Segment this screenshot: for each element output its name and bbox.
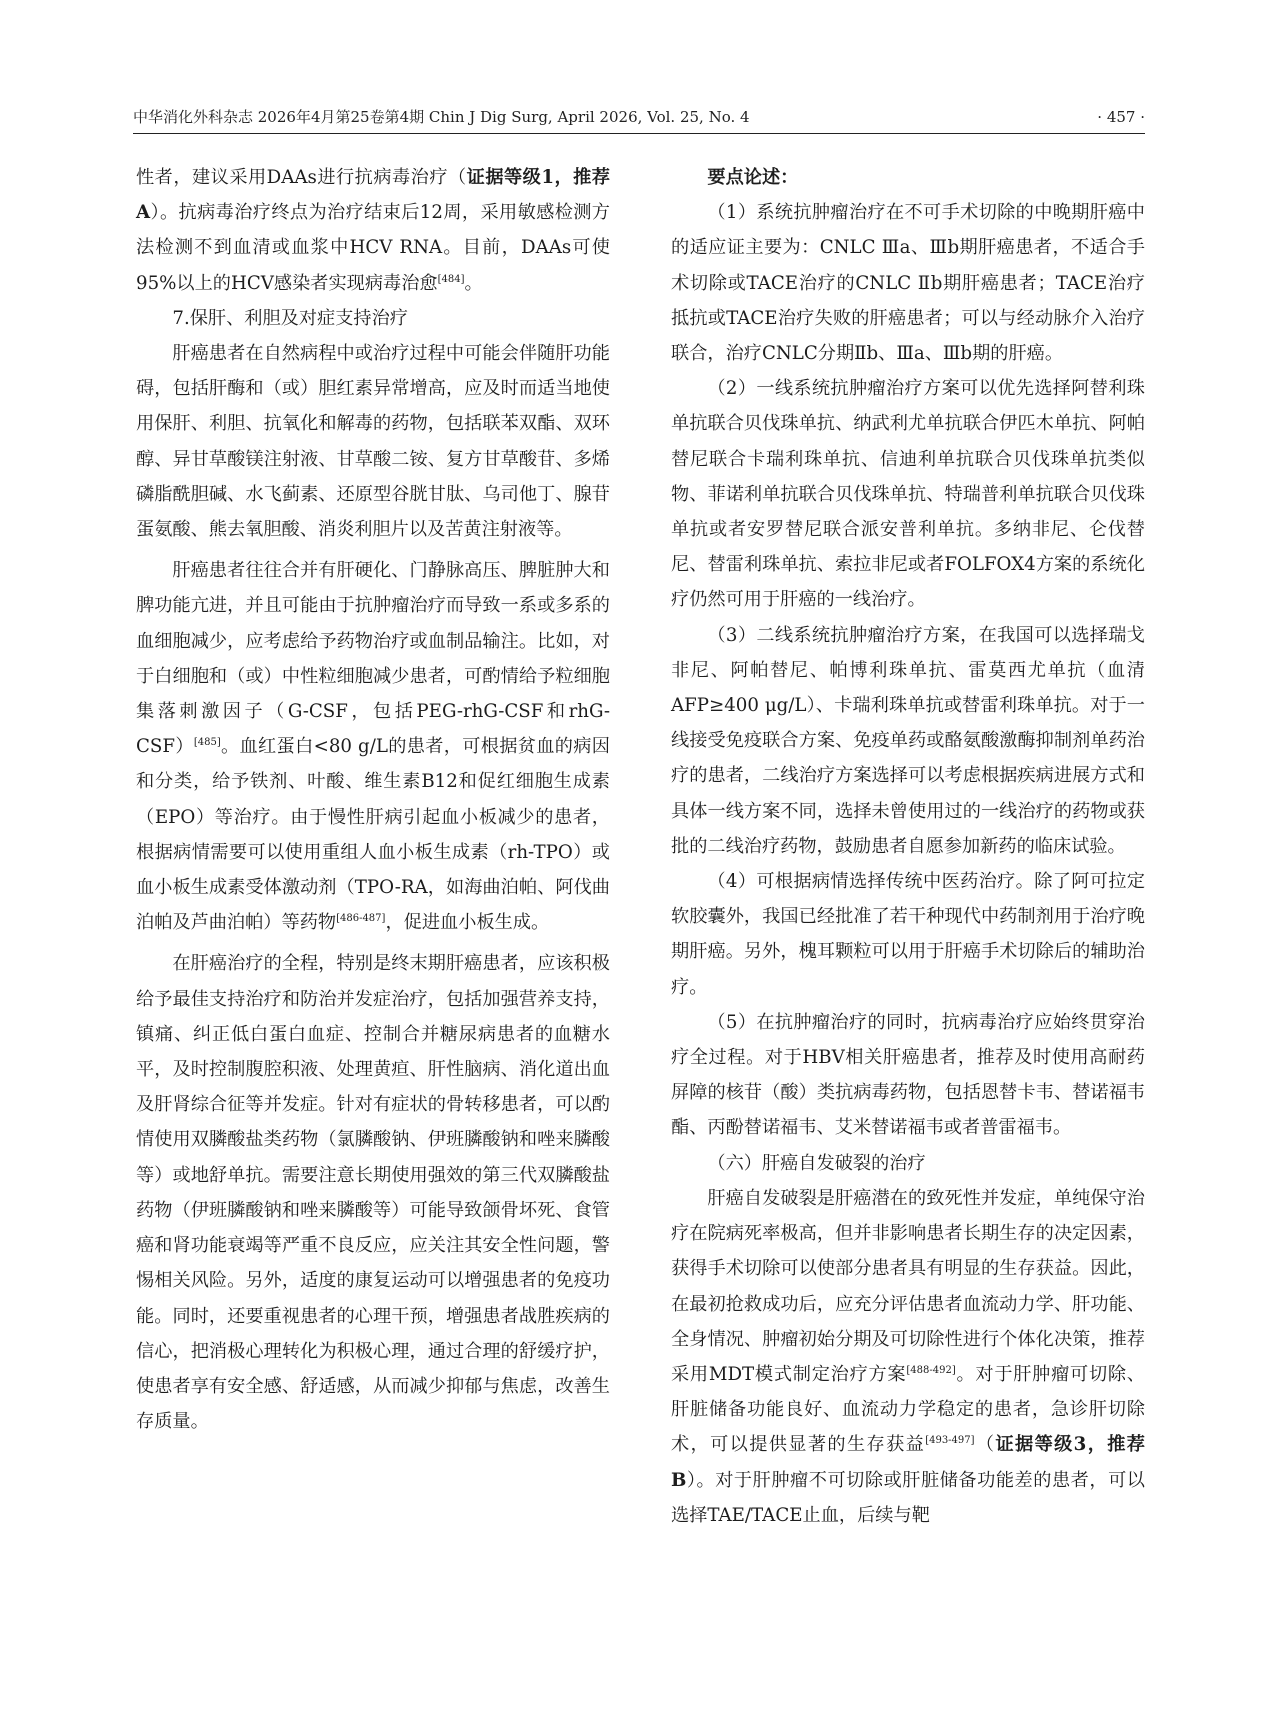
key-points-heading: 要点论述： [707, 167, 799, 188]
evidence-level: 证据等级1，推荐A [136, 167, 610, 224]
citation-ref: [488-492] [906, 1364, 956, 1376]
paragraph-rupture-treatment: 肝癌自发破裂是肝癌潜在的致死性并发症，单纯保守治疗在院病死率极高，但并非影响患者长期生存的决定因素，获得手术切除可以使部分患者具有明显的生存获益。因此，在最初抢救成功后，应充分评估患者血流动力学、肝功能、全身情况、肿瘤初始分期及可切除性进行个体化决策，推荐采用MDT模式制定治疗方案[488-492]。对于肝肿瘤可切除、肝脏储备功能良好、血流动力学稳定的患者，急诊肝切除术，可以提供显著的生存获益[493-497]（证据等级3，推荐B）。对于肝肿瘤不可切除或肝脏储备功能差的患者，可以选择TAE/TACE止血，后续与靶 [671, 1187, 1145, 1526]
key-point-2: （2）一线系统抗肿瘤治疗方案可以优先选择阿替利珠单抗联合贝伐珠单抗、纳武利尤单抗联合伊匹木单抗、阿帕替尼联合卡瑞利珠单抗、信迪利单抗联合贝伐珠单抗类似物、菲诺利单抗联合贝伐珠单抗、特瑞普利单抗联合贝伐珠单抗或者安罗替尼联合派安普利单抗。多纳非尼、仑伐替尼、替雷利珠单抗、索拉非尼或者FOLFOX4方案的系统化疗仍然可用于肝癌的一线治疗。 [671, 378, 1145, 611]
evidence-level: 证据等级3，推荐B [671, 1434, 1145, 1491]
left-column [136, 160, 610, 1439]
journal-citation: 中华消化外科杂志 2026年4月第25卷第4期 Chin J Dig Surg, April 2026, Vol. 25, No. 4 [133, 108, 750, 126]
paragraph-blood-cell: 肝癌患者往往合并有肝硬化、门静脉高压、脾脏肿大和脾功能亢进，并且可能由于抗肿瘤治疗而导致一系或多系的血细胞减少，应考虑给予药物治疗或血制品输注。比如，对于白细胞和（或）中性粒细胞减少患者，可酌情给予粒细胞集落刺激因子（G-CSF，包括PEG-rhG-CSF和rhG-CSF）[485]。血红蛋白<80 g/L的患者，可根据贫血的病因和分类，给予铁剂、叶酸、维生素B12和促红细胞生成素（EPO）等治疗。由于慢性肝病引起血小板减少的患者，根据病情需要可以使用重组人血小板生成素（rh-TPO）或血小板生成素受体激动剂（TPO-RA，如海曲泊帕、阿伐曲泊帕及芦曲泊帕）等药物[486-487]，促进血小板生成。 [136, 560, 610, 934]
citation-ref: [486-487] [336, 913, 386, 925]
paragraph-liver-protection: 肝癌患者在自然病程中或治疗过程中可能会伴随肝功能碍，包括肝酶和（或）胆红素异常增高，应及时而适当地使用保肝、利胆、抗氧化和解毒的药物，包括联苯双酯、双环醇、异甘草酸镁注射液、甘草酸二铵、复方甘草酸苷、多烯磷脂酰胆碱、水飞蓟素、还原型谷胱甘肽、乌司他丁、腺苷蛋氨酸、熊去氧胆酸、消炎利胆片以及苦黄注射液等。 [136, 343, 610, 541]
header-rule [133, 133, 1145, 134]
key-point-5: （5）在抗肿瘤治疗的同时，抗病毒治疗应始终贯穿治疗全过程。对于HBV相关肝癌患者，推荐及时使用高耐药屏障的核苷（酸）类抗病毒药物，包括恩替卡韦、替诺福韦酯、丙酚替诺福韦、艾米替诺福韦或者普雷福韦。 [671, 1011, 1145, 1139]
paragraph-supportive-care: 在肝癌治疗的全程，特别是终末期肝癌患者，应该积极给予最佳支持治疗和防治并发症治疗，包括加强营养支持，镇痛、纠正低白蛋白血症、控制合并糖尿病患者的血糖水平，及时控制腹腔积液、处理黄疸、肝性脑病、消化道出血及肝肾综合征等并发症。针对有症状的骨转移患者，可以酌情使用双膦酸盐类药物（氯膦酸钠、伊班膦酸钠和唑来膦酸等）或地舒单抗。需要注意长期使用强效的第三代双膦酸盐药物（伊班膦酸钠和唑来膦酸等）可能导致颌骨坏死、食管癌和肾功能衰竭等严重不良反应，应关注其安全性问题，警惕相关风险。另外，适度的康复运动可以增强患者的免疫功能。同时，还要重视患者的心理干预，增强患者战胜疾病的信心，把消极心理转化为积极心理，通过合理的舒缓疗护，使患者享有安全感、舒适感，从而减少抑郁与焦虑，改善生存质量。 [136, 953, 610, 1433]
paragraph-hcv-treatment: 性者，建议采用DAAs进行抗病毒治疗（证据等级1，推荐A）。抗病毒治疗终点为治疗结束后12周，采用敏感检测方法检测不到血清或血浆中HCV RNA。目前，DAAs可使95%以上的HCV感染者实现病毒治愈[484]。 [136, 167, 610, 294]
key-point-3: （3）二线系统抗肿瘤治疗方案，在我国可以选择瑞戈非尼、阿帕替尼、帕博利珠单抗、雷莫西尤单抗（血清AFP≥400 μg/L）、卡瑞利珠单抗或替雷利珠单抗。对于一线接受免疫联合方案、免疫单药或酪氨酸激酶抑制剂单药治疗的患者，二线治疗方案选择可以考虑根据疾病进展方式和具体一线方案不同，选择未曾使用过的一线治疗的药物或获批的二线治疗药物，鼓励患者自愿参加新药的临床试验。 [671, 624, 1145, 857]
section-heading-7: 7.保肝、利胆及对症支持治疗 [172, 307, 408, 329]
page-number: · 457 · [1097, 108, 1145, 126]
right-column [671, 160, 1145, 1533]
citation-ref: [485] [193, 737, 221, 749]
citation-ref: [484] [437, 273, 465, 285]
section-heading-6: （六）肝癌自发破裂的治疗 [707, 1152, 926, 1174]
key-point-1: （1）系统抗肿瘤治疗在不可手术切除的中晚期肝癌中的适应证主要为：CNLC Ⅲa、Ⅲb期肝癌患者，不适合手术切除或TACE治疗的CNLC Ⅱb期肝癌患者；TACE治疗抵抗或TACE治疗失败的肝癌患者；可以与经动脉介入治疗联合，治疗CNLC分期Ⅱb、Ⅲa、Ⅲb期的肝癌。 [671, 202, 1145, 365]
citation-ref: [493-497] [925, 1435, 975, 1447]
key-point-4: （4）可根据病情选择传统中医药治疗。除了阿可拉定软胶囊外，我国已经批准了若干种现代中药制剂用于治疗晚期肝癌。另外，槐耳颗粒可以用于肝癌手术切除后的辅助治疗。 [671, 871, 1145, 998]
running-header [133, 104, 1145, 130]
